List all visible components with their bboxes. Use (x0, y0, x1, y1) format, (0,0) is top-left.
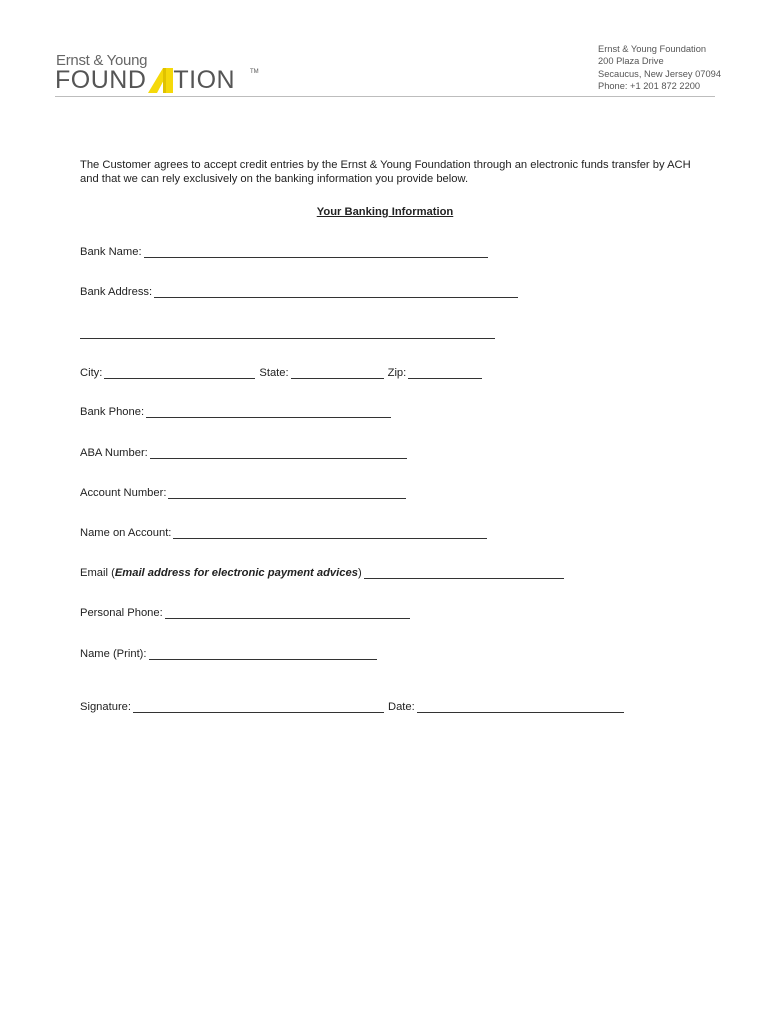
logo-beam-icon (146, 67, 173, 94)
address-block (598, 43, 721, 93)
aba-number-field[interactable] (150, 447, 407, 459)
account-number-label: Account Number: (80, 487, 167, 499)
bank-name-label: Bank Name: (80, 246, 142, 258)
address-street: 200 Plaza Drive (598, 56, 664, 67)
name-on-account-field[interactable] (173, 527, 487, 539)
address-city: Secaucus, New Jersey 07094 (598, 68, 721, 79)
logo-trademark: TM (250, 69, 259, 75)
address-org: Ernst & Young Foundation (598, 44, 707, 54)
city-field[interactable] (104, 367, 255, 379)
bank-phone-label: Bank Phone: (80, 406, 145, 418)
date-label: Date: (388, 701, 415, 713)
signature-date-row (80, 701, 624, 713)
email-label-prefix: Email ( (80, 567, 115, 579)
bank-address-line2-row (80, 327, 495, 339)
logo-text-found: FOUND (55, 66, 147, 94)
email-field[interactable] (364, 567, 564, 579)
ey-foundation-logo (55, 52, 265, 96)
account-number-row (80, 487, 406, 499)
state-label: State: (259, 367, 289, 379)
account-number-field[interactable] (168, 487, 406, 499)
city-state-zip-row (80, 367, 482, 379)
email-row (80, 567, 564, 579)
name-print-row (80, 648, 377, 660)
logo-text-tion: TION (173, 66, 236, 94)
bank-address-field[interactable] (154, 286, 518, 298)
section-title: Your Banking Information (316, 206, 454, 218)
name-on-account-row (80, 527, 487, 539)
signature-field[interactable] (133, 701, 384, 713)
name-print-label: Name (Print): (80, 648, 147, 660)
logo-text-ernst-young: Ernst & Young (56, 52, 148, 69)
name-print-field[interactable] (149, 648, 377, 660)
logo-text-foundation (55, 66, 235, 95)
name-on-account-label: Name on Account: (80, 527, 172, 539)
bank-address-line2-field[interactable] (80, 327, 495, 339)
personal-phone-label: Personal Phone: (80, 607, 163, 619)
email-label-suffix: ) (357, 567, 362, 579)
bank-name-field[interactable] (144, 246, 488, 258)
date-field[interactable] (417, 701, 624, 713)
city-label: City: (80, 367, 103, 379)
bank-address-label: Bank Address: (80, 286, 153, 298)
zip-label: Zip: (387, 367, 407, 379)
aba-number-label: ABA Number: (80, 447, 148, 459)
personal-phone-row (80, 607, 410, 619)
header-divider (55, 96, 715, 97)
bank-phone-row (80, 406, 391, 418)
zip-field[interactable] (408, 367, 482, 379)
bank-name-row (80, 246, 488, 258)
state-field[interactable] (291, 367, 384, 379)
signature-label: Signature: (80, 701, 131, 713)
bank-phone-field[interactable] (146, 406, 391, 418)
address-phone: Phone: +1 201 872 2200 (598, 81, 701, 92)
personal-phone-field[interactable] (165, 607, 410, 619)
aba-number-row (80, 447, 407, 459)
email-label-emphasis: Email address for electronic payment advices (114, 567, 358, 579)
bank-address-row (80, 286, 518, 298)
intro-paragraph: The Customer agrees to accept credit entries by the Ernst & Young Foundation through an electronic funds transfer by ACH and that we can rely exclusively on the banking information you provide below. (80, 159, 691, 185)
